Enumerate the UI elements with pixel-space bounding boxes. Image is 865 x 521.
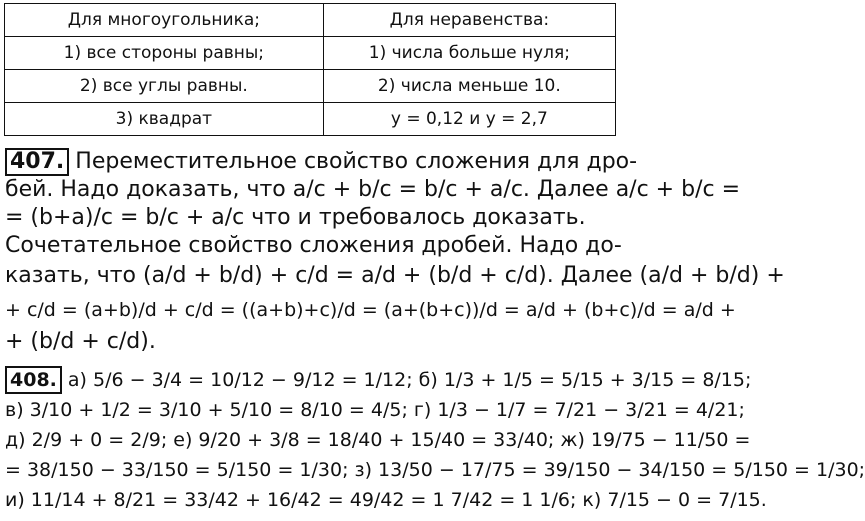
problem-text: и) 11/14 + 8/21 = 33/42 + 16/42 = 49/42 = 1 7/42 = 1 1/6; к) 7/15 − 0 = 7/15.: [5, 489, 767, 511]
table-row: [5, 37, 616, 70]
problem-407-line: [5, 296, 736, 324]
problem-text: + c/d = (a+b)/d + c/d = ((a+b)+c)/d = (a+(b+c))/d = a/d + (b+c)/d = a/d +: [5, 299, 736, 321]
problem-text: = (b+a)/c = b/c + a/c что и требовалось доказать.: [5, 205, 586, 230]
problem-408-line: [5, 396, 745, 424]
table-header-cell: Для неравенства:: [323, 4, 615, 37]
problem-number-badge: 407.: [5, 148, 69, 176]
table-row: [5, 103, 616, 136]
problem-407-line: [5, 204, 618, 232]
problem-text: в) 3/10 + 1/2 = 3/10 + 5/10 = 8/10 = 4/5; г) 1/3 − 1/7 = 7/21 − 3/21 = 4/21;: [5, 399, 745, 421]
comparison-table: [4, 3, 616, 136]
problem-number-badge: 408.: [5, 366, 62, 394]
problem-text: Сочетательное свойство сложения дробей. Надо до-: [5, 233, 622, 258]
problem-text: а) 5/6 − 3/4 = 10/12 − 9/12 = 1/12; б) 1/3 + 1/5 = 5/15 + 3/15 = 8/15;: [67, 369, 752, 391]
table-cell: 2) числа меньше 10.: [323, 70, 615, 103]
table-cell: y = 0,12 и y = 2,7: [323, 103, 615, 136]
problem-407-line: [5, 148, 638, 176]
problem-text: + (b/d + c/d).: [5, 329, 156, 354]
problem-408-line: [5, 426, 751, 454]
problem-408-line: [5, 366, 752, 394]
problem-408-line: [5, 456, 865, 484]
problem-text: д) 2/9 + 0 = 2/9; е) 9/20 + 3/8 = 18/40 + 15/40 = 33/40; ж) 19/75 − 11/50 =: [5, 429, 751, 451]
problem-407-line: [5, 176, 741, 204]
problem-408-line: [5, 486, 767, 514]
table-cell: 3) квадрат: [5, 103, 324, 136]
table-cell: 1) все стороны равны;: [5, 37, 324, 70]
table-cell: 1) числа больше нуля;: [323, 37, 615, 70]
table-cell: 2) все углы равны.: [5, 70, 324, 103]
table-header-cell: Для многоугольника;: [5, 4, 324, 37]
table-row: [5, 70, 616, 103]
table-header-row: [5, 4, 616, 37]
problem-text: бей. Надо доказать, что a/c + b/c = b/c + a/c. Далее a/c + b/c =: [5, 177, 741, 202]
problem-text: казать, что (a/d + b/d) + c/d = a/d + (b/d + c/d). Далее (a/d + b/d) +: [5, 263, 785, 288]
problem-407-line: [5, 232, 622, 260]
problem-407-line: [5, 262, 785, 290]
problem-text: Переместительное свойство сложения для дро-: [75, 149, 638, 174]
problem-407-line: [5, 328, 618, 356]
problem-text: = 38/150 − 33/150 = 5/150 = 1/30; з) 13/50 − 17/75 = 39/150 − 34/150 = 5/150 = 1/30;: [5, 459, 865, 481]
